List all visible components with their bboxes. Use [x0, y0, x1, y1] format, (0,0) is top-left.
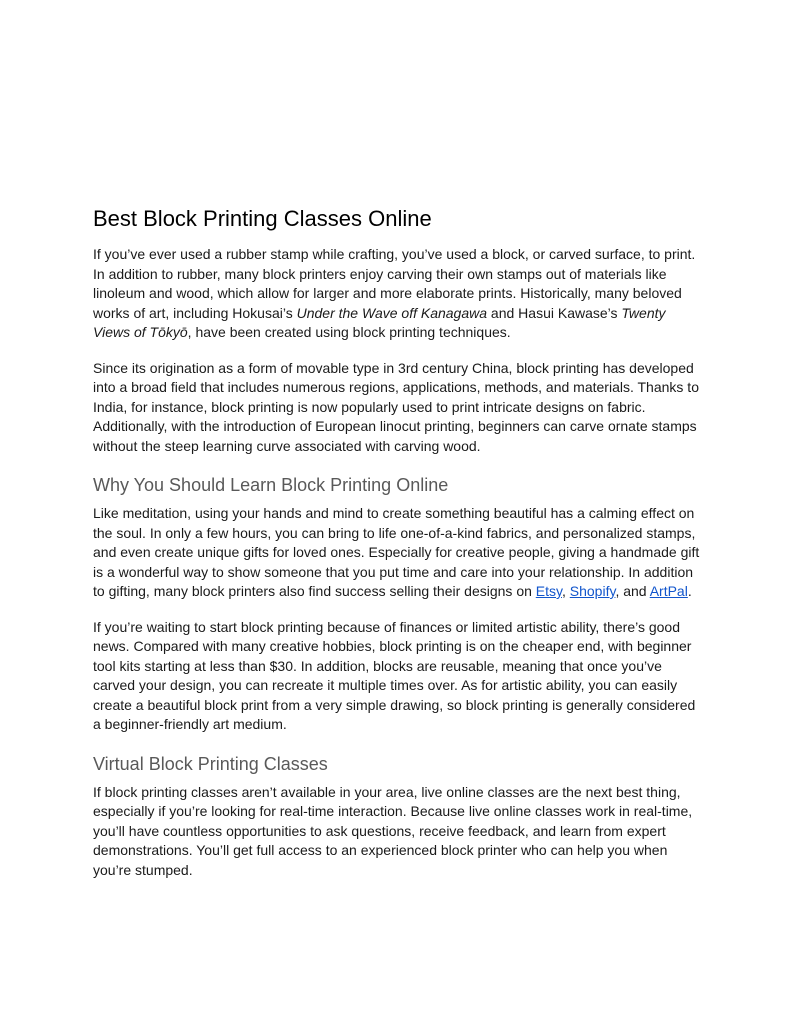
shopify-link[interactable]: Shopify [569, 583, 616, 599]
artwork-title-kanagawa: Under the Wave off Kanagawa [296, 304, 488, 321]
virtual-classes-paragraph: If block printing classes aren’t available in your area, live online classes are the next best thing, especially if you’re looking for real-time interaction. Because live online classes work in real-time, you’ll have countless opportunities to ask questions, receive feedback, and learn from expert demonstrations. You’ll get full access to an experienced block printer who can help you when you’re stumped. [93, 783, 693, 878]
benefits-paragraph [93, 504, 700, 602]
intro-text-end: , have been created using block printing techniques. [187, 324, 511, 340]
link-separator-2: , and [615, 583, 650, 599]
artwork-title-tokyo: Twenty Views of Tōkyō [93, 304, 666, 340]
article-title: Best Block Printing Classes Online [93, 206, 432, 231]
benefits-text: Like meditation, using your hands and mind to create something beautiful has a calming effect on the soul. In only a few hours, you can bring to life one-of-a-kind fabrics, and personalized stamps, and even create unique gifts for loved ones. Especially for creative people, giving a handmade gift is a wonderful way to show someone that you put time and care into your relationship. In addition to gifting, many block printers also find success selling their designs on [93, 505, 700, 599]
benefits-text-end: . [687, 583, 692, 599]
link-separator-1: , [561, 583, 570, 599]
affordability-paragraph: If you’re waiting to start block printing because of finances or limited artistic ability, there’s good news. Compared with many creative hobbies, block printing is on the cheaper end, with beginner tool kits starting at less than $30. In addition, blocks are reusable, meaning that once you’ve carved your design, you can recreate it multiple times over. As for artistic ability, you can easily create a beautiful block print from a very simple drawing, so block printing is generally considered a beginner-friendly art medium. [93, 618, 696, 732]
intro-text-mid: and Hasui Kawase’s [487, 304, 622, 321]
section-heading-why-learn-online: Why You Should Learn Block Printing Online [93, 475, 449, 495]
section-heading-virtual-classes: Virtual Block Printing Classes [93, 753, 328, 774]
intro-text: If you’ve ever used a rubber stamp while crafting, you’ve used a block, or carved surface, to print. In addition to rubber, many block printers enjoy carving their own stamps out of materials like linoleum and wood, which allow for larger and more elaborate prints. Historically, many beloved works of art, including Hokusai’s [93, 246, 696, 321]
etsy-link[interactable]: Etsy [535, 583, 562, 599]
artpal-link[interactable]: ArtPal [649, 583, 688, 599]
history-paragraph: Since its origination as a form of movable type in 3rd century China, block printing has developed into a broad field that includes numerous regions, applications, methods, and materials. Thanks to India, for instance, block printing is now popularly used to print intricate designs on fabric. Additionally, with the introduction of European linocut printing, beginners can carve ornate stamps without the steep learning curve associated with carving wood. [93, 359, 699, 454]
intro-paragraph [93, 245, 700, 343]
